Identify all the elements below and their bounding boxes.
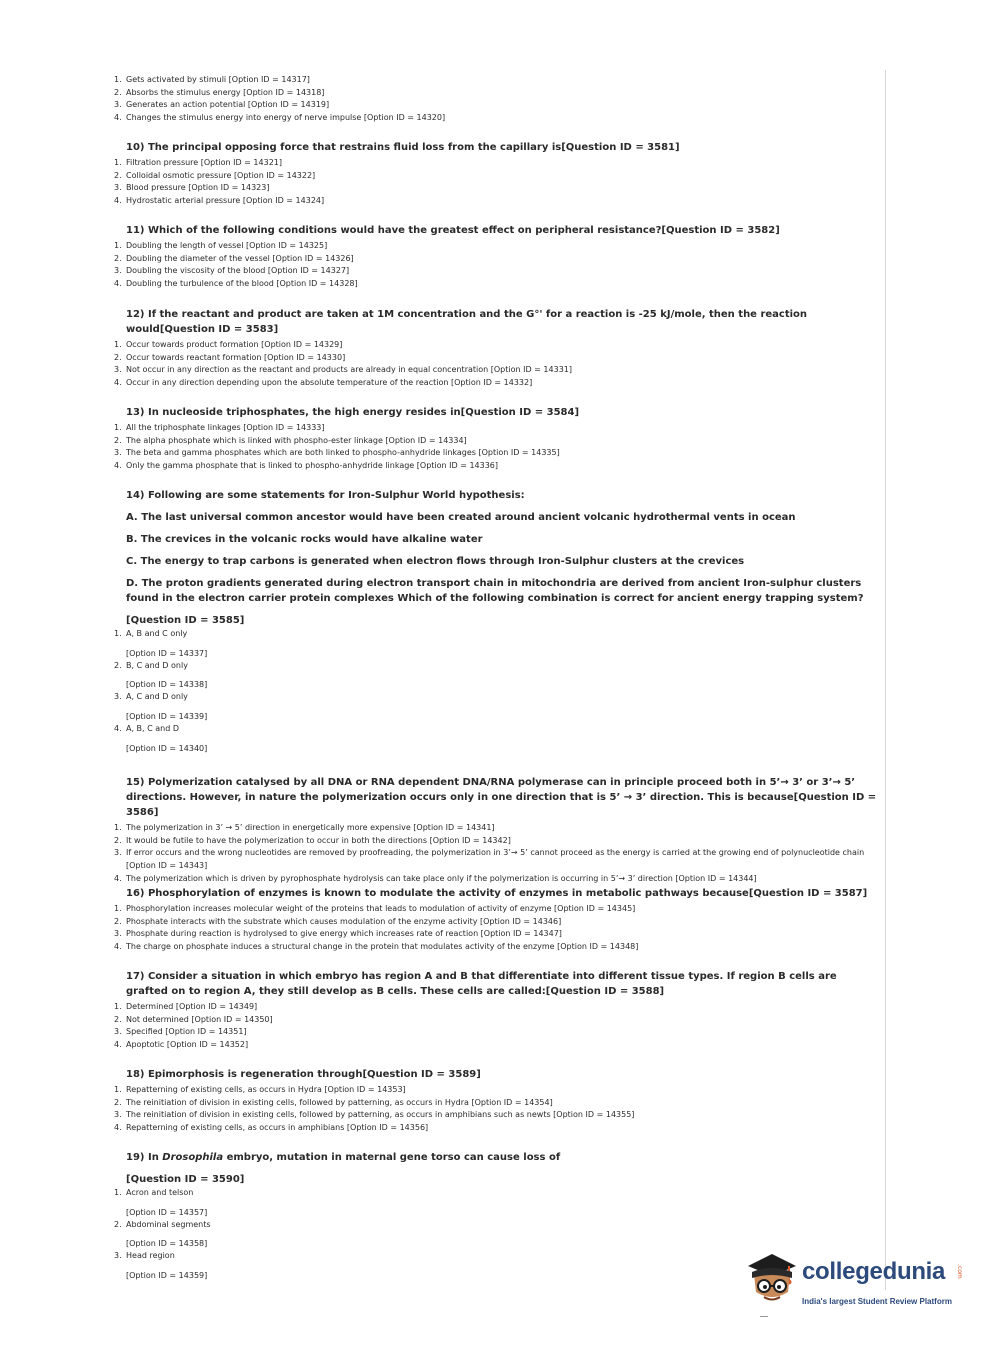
option-item: 3. Doubling the viscosity of the blood [Option ID = 14327] xyxy=(114,266,350,276)
question-16 xyxy=(114,886,878,954)
statement-b: B. The crevices in the volcanic rocks would have alkaline water xyxy=(126,534,483,545)
option-item: 4. A, B, C and D [Option ID = 14340] xyxy=(114,724,208,753)
option-item: 4. The polymerization which is driven by pyrophosphate hydrolysis can take place only if the polymerization is occurring in 5’→ 3’ direction [Option ID = 14344] xyxy=(114,873,757,883)
question-text: 14) Following are some statements for Iron-Sulphur World hypothesis: xyxy=(126,490,525,501)
option-item: 3. The beta and gamma phosphates which are both linked to phospho-anhydride linkages [Option ID = 14335] xyxy=(114,448,560,458)
option-item: 1. All the triphosphate linkages [Option ID = 14333] xyxy=(114,423,325,432)
statement-c: C. The energy to trap carbons is generated when electron flows through Iron-Sulphur clusters at the crevices xyxy=(126,556,745,567)
option-item: 2. The alpha phosphate which is linked with phospho-ester linkage [Option ID = 14334] xyxy=(114,435,467,445)
question-options xyxy=(114,422,878,473)
option-item: 1. The polymerization in 3’ → 5’ direction in energetically more expensive [Option ID = 14341] xyxy=(114,823,495,832)
option-item: 1. Occur towards product formation [Option ID = 14329] xyxy=(114,340,343,349)
option-item: 3. If error occurs and the wrong nucleotides are removed by proofreading, the polymerization in 3’→ 5’ cannot proceed as the energy is carried at the growing end of polynucleotide chain [Option ID = 14343] xyxy=(114,848,865,871)
question-text: 19) In Drosophila embryo, mutation in maternal gene torso can cause loss of xyxy=(126,1152,561,1163)
option-item: 1. Phosphorylation increases molecular weight of the proteins that leads to modulation of activity of enzyme [Option ID = 14345] xyxy=(114,904,636,913)
option-item: 4. Apoptotic [Option ID = 14352] xyxy=(114,1040,249,1050)
option-item: 4. The charge on phosphate induces a structural change in the protein that modulates activity of the enzyme [Option ID = 14348] xyxy=(114,942,639,952)
bottom-mark xyxy=(760,1316,768,1317)
question-options xyxy=(114,903,878,954)
question-text: 16) Phosphorylation of enzymes is known to modulate the activity of enzymes in metabolic pathways because[Question ID = 3587] xyxy=(126,888,868,899)
question-text: 10) The principal opposing force that restrains fluid loss from the capillary is[Question ID = 3581] xyxy=(126,142,680,153)
question-9-options xyxy=(114,74,878,125)
option-item: 3. A, C and D only [Option ID = 14339] xyxy=(114,692,208,722)
question-text: 18) Epimorphosis is regeneration through[Question ID = 3589] xyxy=(126,1069,481,1080)
option-item: 1. Filtration pressure [Option ID = 14321] xyxy=(114,158,282,167)
option-item: 3. Blood pressure [Option ID = 14323] xyxy=(114,183,270,193)
brand-name: collegedunia xyxy=(802,1258,946,1285)
question-options xyxy=(114,339,878,390)
option-item: 2. It would be futile to have the polymerization to occur in both the directions [Option ID = 14342] xyxy=(114,835,511,845)
option-item: 2. Doubling the diameter of the vessel [Option ID = 14326] xyxy=(114,253,354,263)
question-text: 12) If the reactant and product are taken at 1M concentration and the G°' for a reaction is -25 kJ/mole, then the reaction would[Question ID = 3583] xyxy=(126,309,808,335)
option-item: 3. Specified [Option ID = 14351] xyxy=(114,1027,247,1037)
question-10 xyxy=(114,140,878,208)
brand-tagline: India's largest Student Review Platform xyxy=(802,1297,952,1306)
collegedunia-logo xyxy=(742,1250,967,1312)
question-id: [Question ID = 3585] xyxy=(126,615,245,626)
option-item: 2. Colloidal osmotic pressure [Option ID = 14322] xyxy=(114,170,316,180)
question-text: 17) Consider a situation in which embryo has region A and B that differentiate into different tissue types. If region B cells are grafted on to region A, they still develop as B cells. These cells are called:[Question ID = 3588] xyxy=(126,971,837,997)
question-id: [Question ID = 3590] xyxy=(126,1174,245,1185)
option-item: 3. Head region [Option ID = 14359] xyxy=(114,1251,208,1281)
option-item: 3. Generates an action potential [Option ID = 14319] xyxy=(114,100,330,110)
option-item: 4. Changes the stimulus energy into energy of nerve impulse [Option ID = 14320] xyxy=(114,113,446,123)
question-12 xyxy=(114,307,878,390)
option-item: 2. Abdominal segments [Option ID = 14358] xyxy=(114,1219,211,1249)
mascot-icon xyxy=(742,1250,800,1312)
option-item: 1. Repatterning of existing cells, as occurs in Hydra [Option ID = 14353] xyxy=(114,1085,406,1094)
option-item: 3. Not occur in any direction as the reactant and products are already in equal concentration [Option ID = 14331] xyxy=(114,365,572,375)
statement-a: A. The last universal common ancestor would have been created around ancient volcanic hydrothermal vents in ocean xyxy=(126,512,796,523)
question-text: 13) In nucleoside triphosphates, the high energy resides in[Question ID = 3584] xyxy=(126,407,580,418)
option-item: 3. Phosphate during reaction is hydrolysed to give energy which increases rate of reaction [Option ID = 14347] xyxy=(114,929,562,939)
option-item: 4. Hydrostatic arterial pressure [Option ID = 14324] xyxy=(114,196,325,206)
option-item: 4. Doubling the turbulence of the blood [Option ID = 14328] xyxy=(114,279,358,289)
question-options xyxy=(114,1001,878,1052)
option-item: 4. Only the gamma phosphate that is linked to phospho-anhydride linkage [Option ID = 14336] xyxy=(114,461,499,471)
option-item: 2. Phosphate interacts with the substrate which causes modulation of the enzyme activity [Option ID = 14346] xyxy=(114,916,562,926)
question-17 xyxy=(114,969,878,1052)
question-18 xyxy=(114,1067,878,1135)
option-item: 3. The reinitiation of division in existing cells, followed by patterning, as occurs in amphibians such as newts [Option ID = 14355] xyxy=(114,1110,635,1120)
option-item: 2. The reinitiation of division in existing cells, followed by patterning, as occurs in Hydra [Option ID = 14354] xyxy=(114,1097,553,1107)
option-item: 1. A, B and C only [Option ID = 14337] xyxy=(114,629,208,658)
question-9-continuation xyxy=(114,72,878,125)
question-text: 15) Polymerization catalysed by all DNA or RNA dependent DNA/RNA polymerase can in principle proceed both in 5’→ 3’ or 3’→ 5’ directions. However, in nature the polymerization occurs only in one direction that is 5’ → 3’ direction. This is because[Question ID = 3586] xyxy=(126,777,877,818)
option-item: 1. Doubling the length of vessel [Option ID = 14325] xyxy=(114,241,328,250)
question-11 xyxy=(114,223,878,291)
question-options xyxy=(114,157,878,208)
question-13 xyxy=(114,405,878,473)
question-14 xyxy=(114,488,878,755)
option-item: 4. Repatterning of existing cells, as occurs in amphibians [Option ID = 14356] xyxy=(114,1123,429,1133)
question-15 xyxy=(114,775,878,886)
option-item: 2. Not determined [Option ID = 14350] xyxy=(114,1014,273,1024)
question-options xyxy=(114,240,878,291)
question-text: 11) Which of the following conditions would have the greatest effect on peripheral resistance?[Question ID = 3582] xyxy=(126,225,780,236)
option-item: 4. Occur in any direction depending upon the absolute temperature of the reaction [Option ID = 14332] xyxy=(114,378,533,388)
option-item: 1. Gets activated by stimuli [Option ID = 14317] xyxy=(114,75,310,84)
option-item: 2. Occur towards reactant formation [Option ID = 14330] xyxy=(114,352,346,362)
statement-d: D. The proton gradients generated during electron transport chain in mitochondria are derived from ancient Iron-sulphur clusters found in the electron carrier protein complexes Which of the following combination is correct for ancient energy trapping system? xyxy=(126,578,864,604)
page-right-border xyxy=(885,70,886,1290)
question-options xyxy=(114,1084,878,1135)
option-item: 1. Determined [Option ID = 14349] xyxy=(114,1002,258,1011)
option-item: 2. B, C and D only [Option ID = 14338] xyxy=(114,660,208,690)
option-item: 1. Acron and telson [Option ID = 14357] xyxy=(114,1188,208,1217)
question-options xyxy=(114,822,878,886)
option-item: 2. Absorbs the stimulus energy [Option ID = 14318] xyxy=(114,87,325,97)
brand-domain: .com xyxy=(956,1264,963,1279)
